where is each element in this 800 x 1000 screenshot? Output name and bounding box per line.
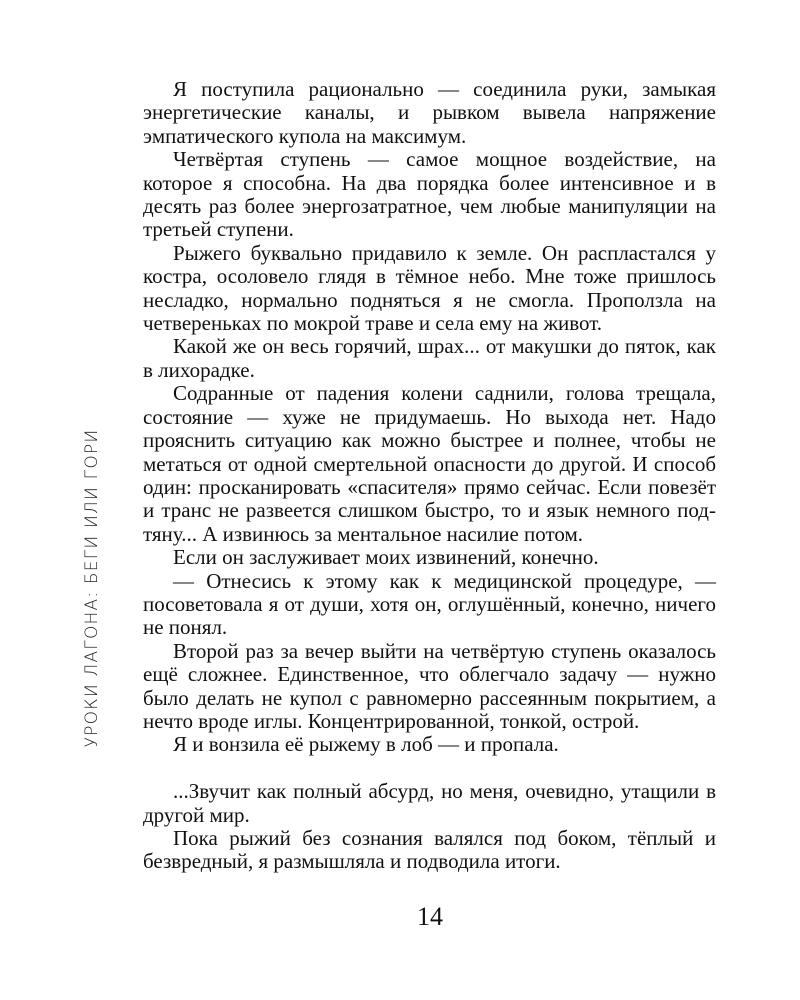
paragraph: Я поступила рационально — соединила руки, замыкая энергетические каналы, и рывком вывела напряжение эмпатического купола на максимум. — [143, 77, 716, 148]
paragraph: Второй раз за вечер выйти на четвёртую ступень оказалось ещё сложнее. Единственное, что облегчало задачу — нужно было делать не купол с равномерно рассеянным покрытием, а нечто вроде иглы. Концентрированной, тонкой, острой. — [143, 638, 716, 733]
paragraph: Рыжего буквально придавило к земле. Он распластался у костра, осоловело глядя в тёмное небо. Мне тоже пришлось несладко, нормально подняться я не смогла. Проползла на четвереньках по мокрой траве и села ему на живот. — [143, 240, 716, 336]
section-break — [143, 757, 716, 780]
paragraph: — Отнесись к этому как к медицинской процедуре, — посоветовала я от души, хотя он, оглушённый, конечно, ничего не понял. — [143, 568, 716, 640]
paragraph: Пока рыжий без сознания валялся под боком, тёплый и безвредный, я размышляла и подводила итоги. — [143, 825, 716, 874]
paragraph: Какой же он весь горячий, шрах... от макушки до пяток, как в лихорадке. — [143, 334, 716, 382]
paragraph: Если он заслуживает моих извинений, конечно. — [173, 545, 599, 570]
paragraph: ...Звучит как полный абсурд, но меня, очевидно, утащили в другой мир. — [143, 779, 716, 827]
paragraph: Содранные от падения колени саднили, голова трещала, состояние — хуже не придумаешь. Но выхода нет. Надо прояснить ситуацию как можно быстрее и полнее, чтобы не метаться от одной смертельной опасности до другой. И способ один: просканировать «спасителя» прямо сейчас. Если повезёт и транс не развеется слишком быстро, то и язык немного подтяну... А извинюсь за ментальное насилие потом. — [143, 381, 716, 546]
page-number: 14 — [417, 902, 443, 931]
running-header: УРОКИ ЛАГОНА: БЕГИ ИЛИ ГОРИ — [82, 428, 102, 748]
paragraph: Я и вонзила её рыжему в лоб — и пропала. — [173, 732, 559, 757]
body-text — [143, 78, 716, 874]
paragraph: Четвёртая ступень — самое мощное воздействие, на которое я способна. На два порядка более интенсивное и в десять раз более энергозатратное, чем любые манипуляции на третьей ступени. — [143, 147, 716, 242]
